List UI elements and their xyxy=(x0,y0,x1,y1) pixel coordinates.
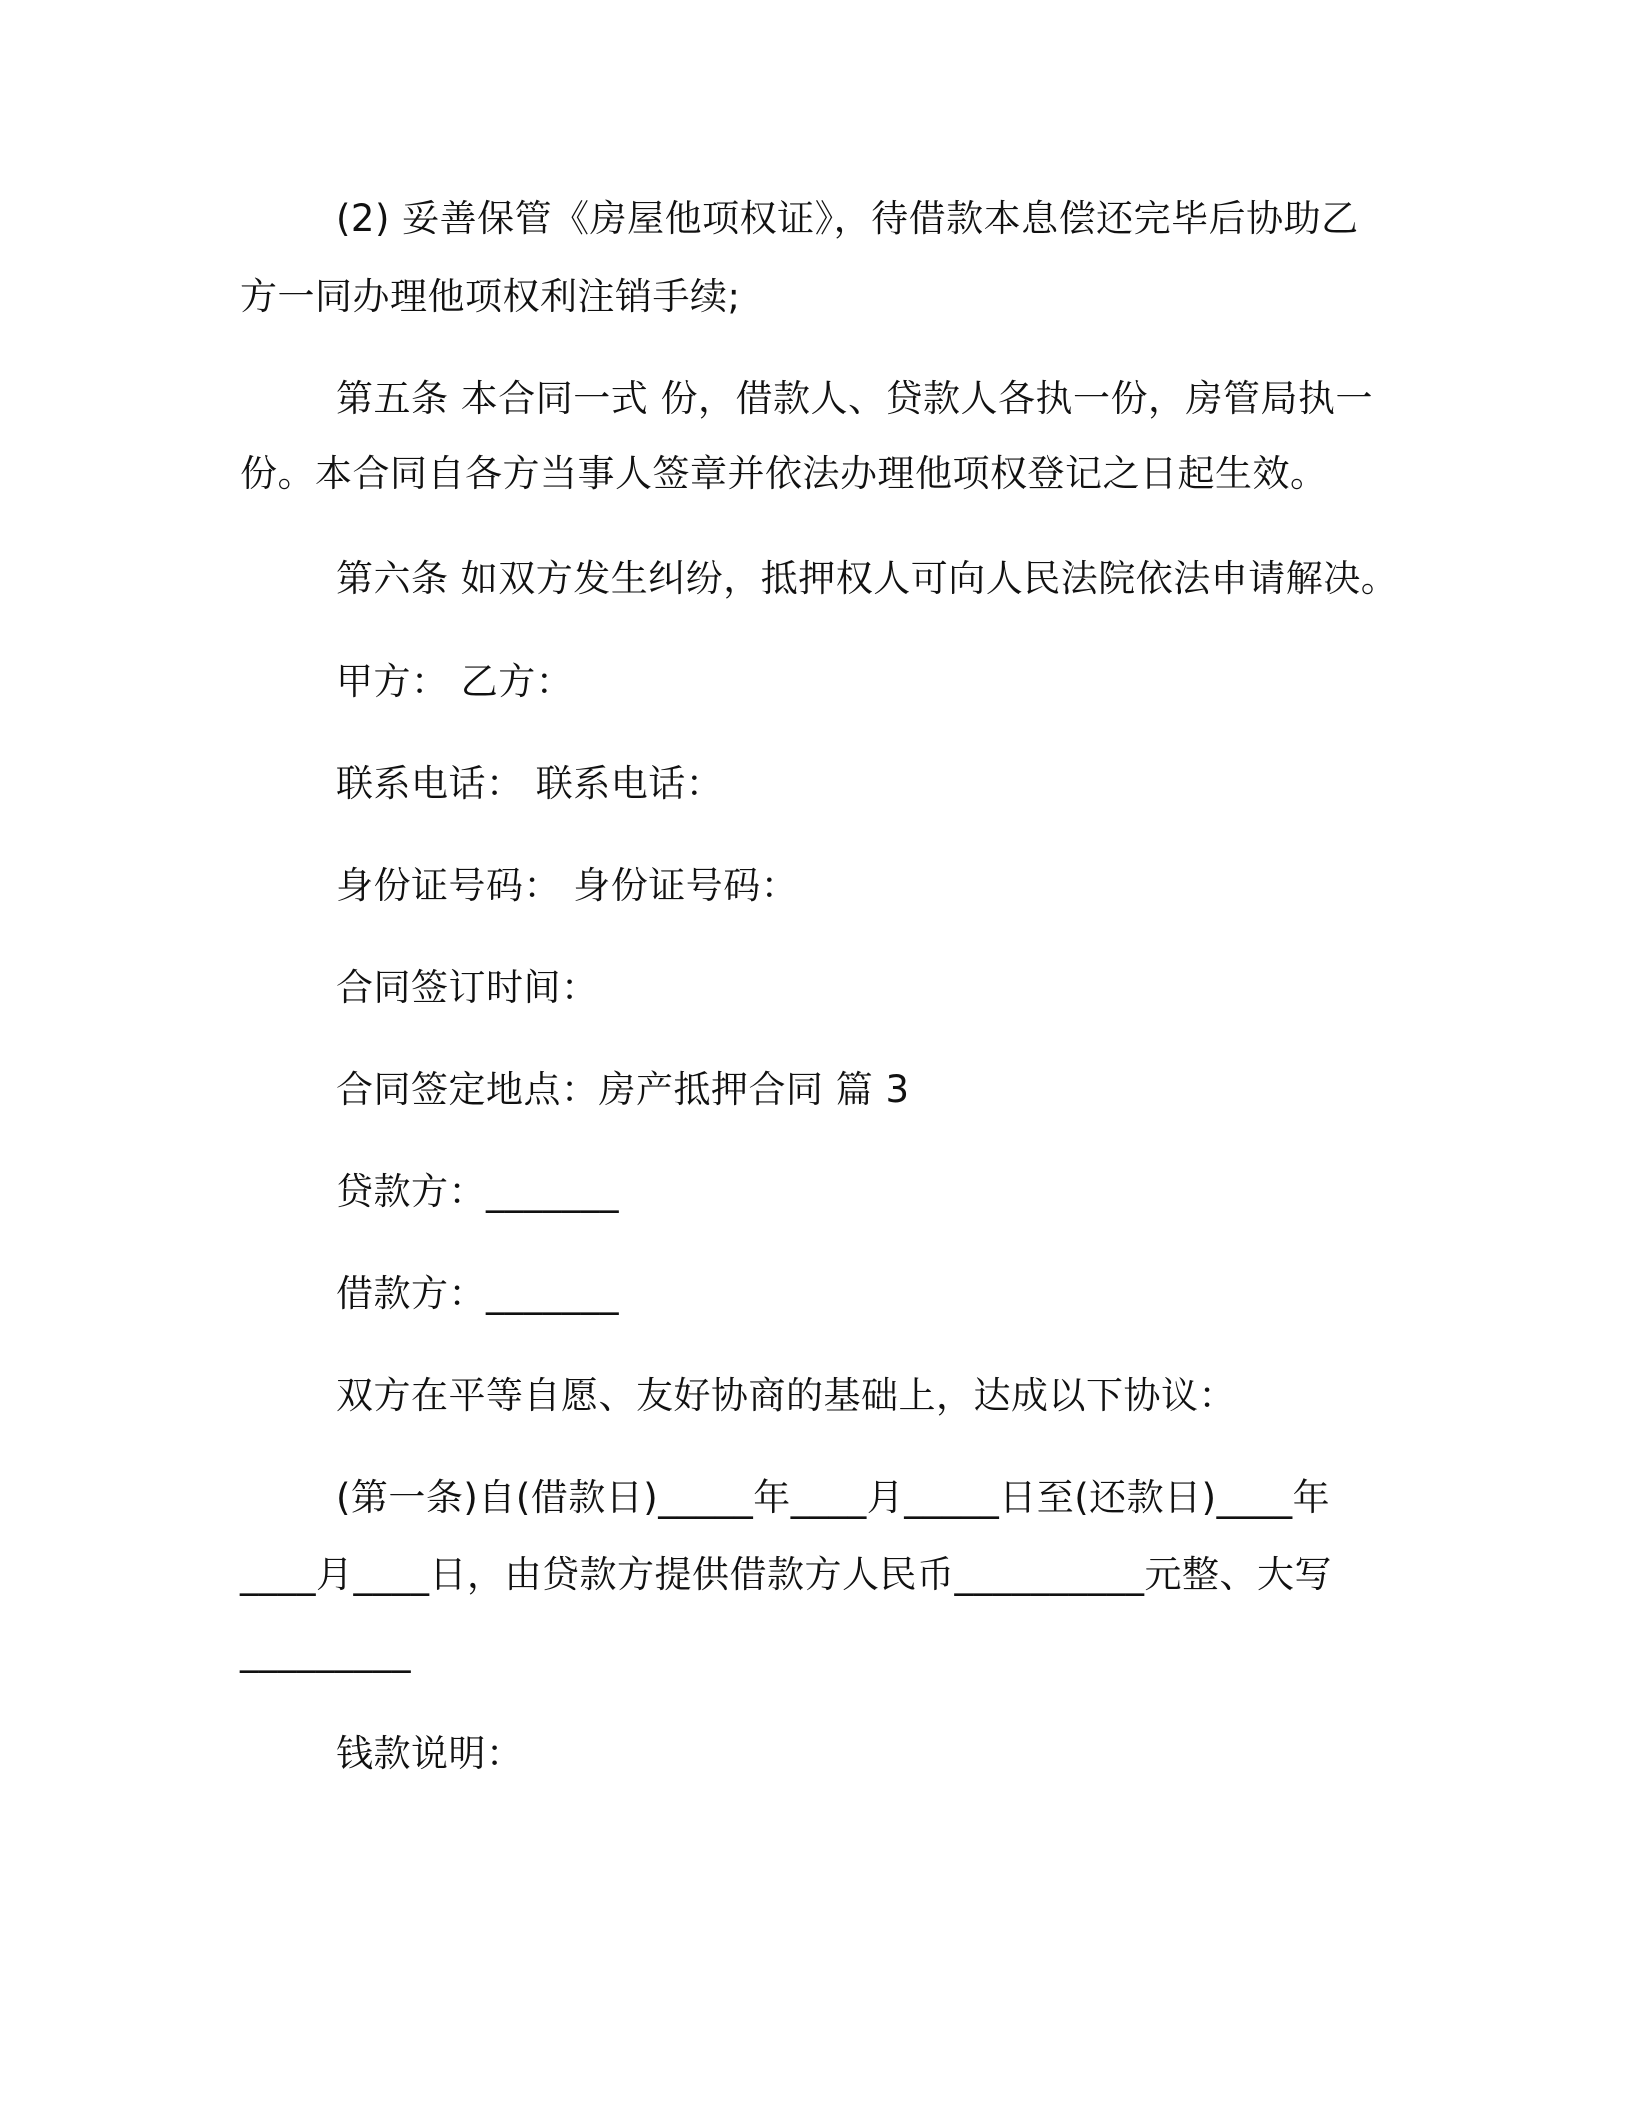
signing-place-line: 合同签定地点：房产抵押合同 篇 3 xyxy=(336,1068,910,1111)
text-line: 双方在平等自愿、友好协商的基础上，达成以下协议： xyxy=(336,1374,1236,1417)
text-line: 钱款说明： xyxy=(336,1732,524,1775)
text-line: (第一条)自(借款日)_____年____月_____日至(还款日)____年 xyxy=(336,1476,1331,1519)
text-line: ____月____日，由贷款方提供借款方人民币__________元整、大写 xyxy=(240,1553,1332,1596)
signature-party-line: 甲方： 乙方： xyxy=(336,660,574,703)
text-line: (2) 妥善保管《房屋他项权证》，待借款本息偿还完毕后协助乙 xyxy=(336,197,1359,240)
text-line: 第六条 如双方发生纠纷，抵押权人可向人民法院依法申请解决。 xyxy=(336,557,1399,600)
borrower-line: 借款方：_______ xyxy=(336,1272,619,1315)
phone-line: 联系电话： 联系电话： xyxy=(336,762,724,805)
text-line: 方一同办理他项权利注销手续; xyxy=(240,275,741,318)
lender-line: 贷款方：_______ xyxy=(336,1170,619,1213)
id-number-line: 身份证号码： 身份证号码： xyxy=(336,864,799,907)
text-line: _________ xyxy=(240,1630,411,1673)
text-line: 第五条 本合同一式 份，借款人、贷款人各执一份，房管局执一 xyxy=(336,377,1374,420)
text-line: 份。本合同自各方当事人签章并依法办理他项权登记之日起生效。 xyxy=(240,452,1328,495)
signing-time-line: 合同签订时间： xyxy=(336,966,599,1009)
